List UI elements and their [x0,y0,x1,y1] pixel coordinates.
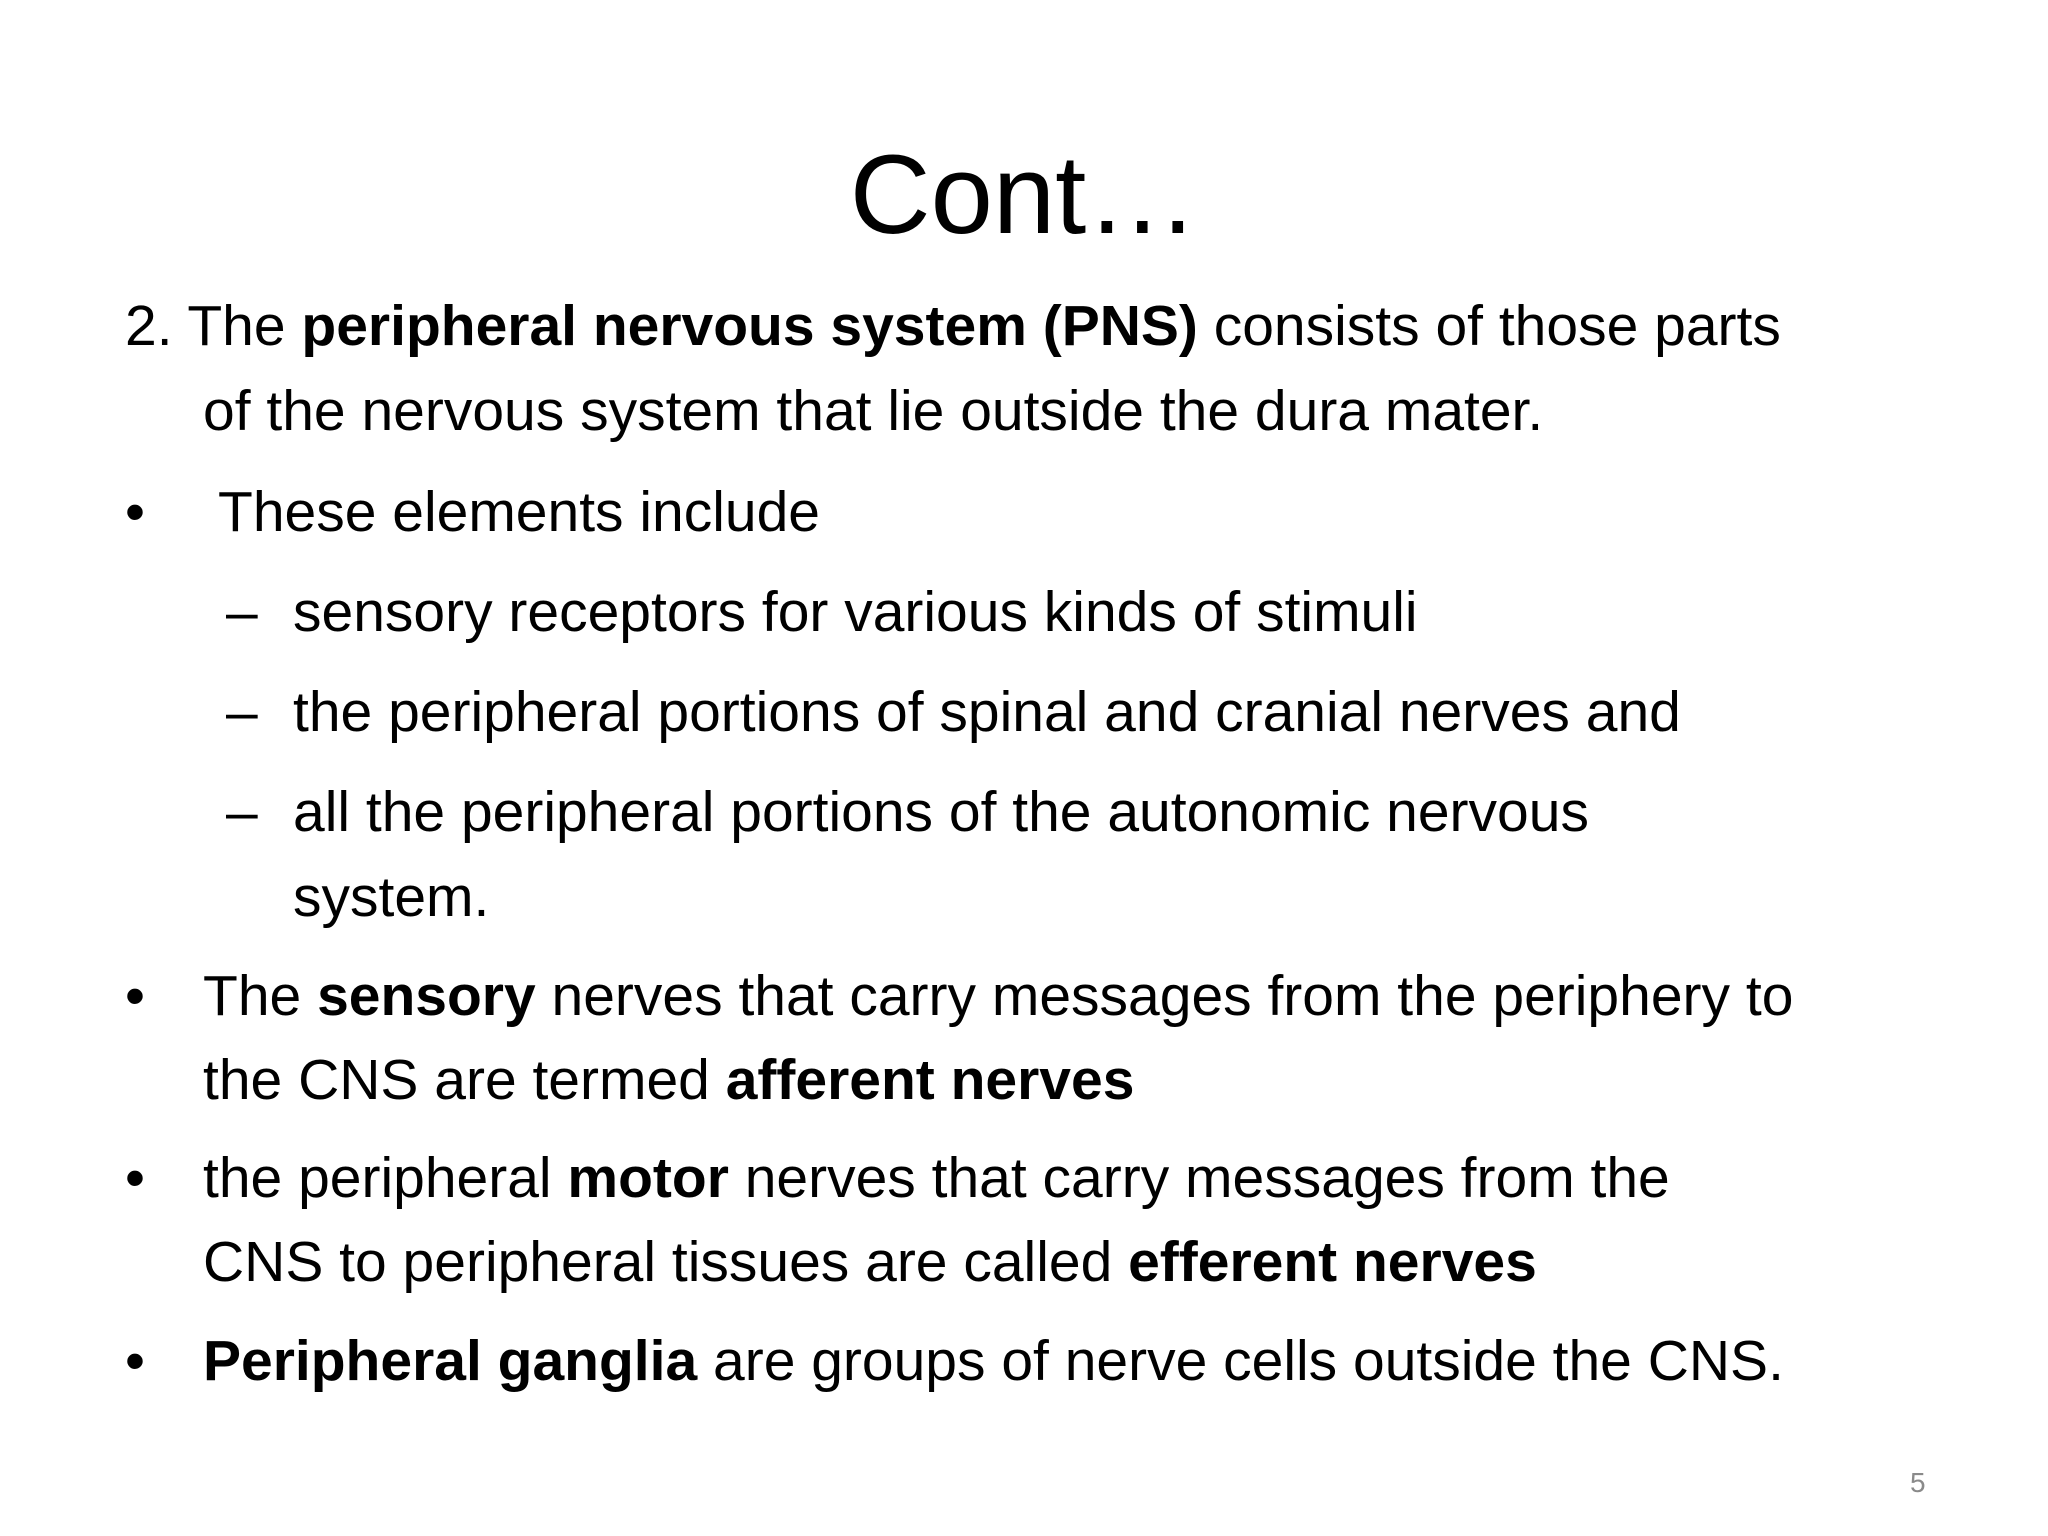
subitem-3-line-1: all the peripheral portions of the autonomic nervous [293,780,1589,844]
bullet-2-line-1 [203,962,1793,1030]
intro-number: 2. The [125,294,302,358]
bullet-2-bold-sensory: sensory [317,964,536,1028]
slide-title: Cont… [849,132,1199,257]
intro-rest: consists of those parts [1197,294,1781,358]
bullet-2-mid: nerves that carry messages from the periphery to [535,964,1794,1028]
bullet-marker: • [125,480,145,544]
bullet-3-line-2 [203,1228,1537,1296]
subitem-2-text: the peripheral portions of spinal and cranial nerves and [293,680,1681,744]
bullet-4-line [203,1327,1784,1395]
dash-marker: – [226,580,258,644]
page-number: 5 [1910,1467,1926,1498]
bullet-4-rest: are groups of nerve cells outside the CNS. [697,1329,1784,1393]
subitem-1-text: sensory receptors for various kinds of stimuli [293,580,1418,644]
bullet-3-mid: nerves that carry messages from the [728,1146,1670,1210]
intro-line-1 [125,292,1781,360]
intro-line-2: of the nervous system that lie outside the dura mater. [203,379,1544,443]
dash-marker: – [226,780,258,844]
intro-bold-term: peripheral nervous system (PNS) [301,294,1198,358]
dash-marker: – [226,680,258,744]
bullet-2-bold-afferent: afferent nerves [725,1048,1135,1112]
bullet-3-bold-efferent: efferent nerves [1128,1230,1537,1294]
bullet-2-line2-pre: the CNS are termed [203,1048,726,1112]
bullet-3-line-1 [203,1144,1670,1212]
bullet-3-pre: the peripheral [203,1146,568,1210]
bullet-marker: • [125,1146,145,1210]
bullet-4-bold-ganglia: Peripheral ganglia [203,1329,698,1393]
bullet-marker: • [125,1329,145,1393]
bullet-2-line-2 [203,1046,1134,1114]
bullet-marker: • [125,964,145,1028]
bullet-3-line2-pre: CNS to peripheral tissues are called [203,1230,1129,1294]
bullet-3-bold-motor: motor [567,1146,729,1210]
subitem-3-line-2: system. [293,865,490,929]
bullet-2-pre: The [203,964,318,1028]
bullet-1-text: These elements include [218,480,821,544]
